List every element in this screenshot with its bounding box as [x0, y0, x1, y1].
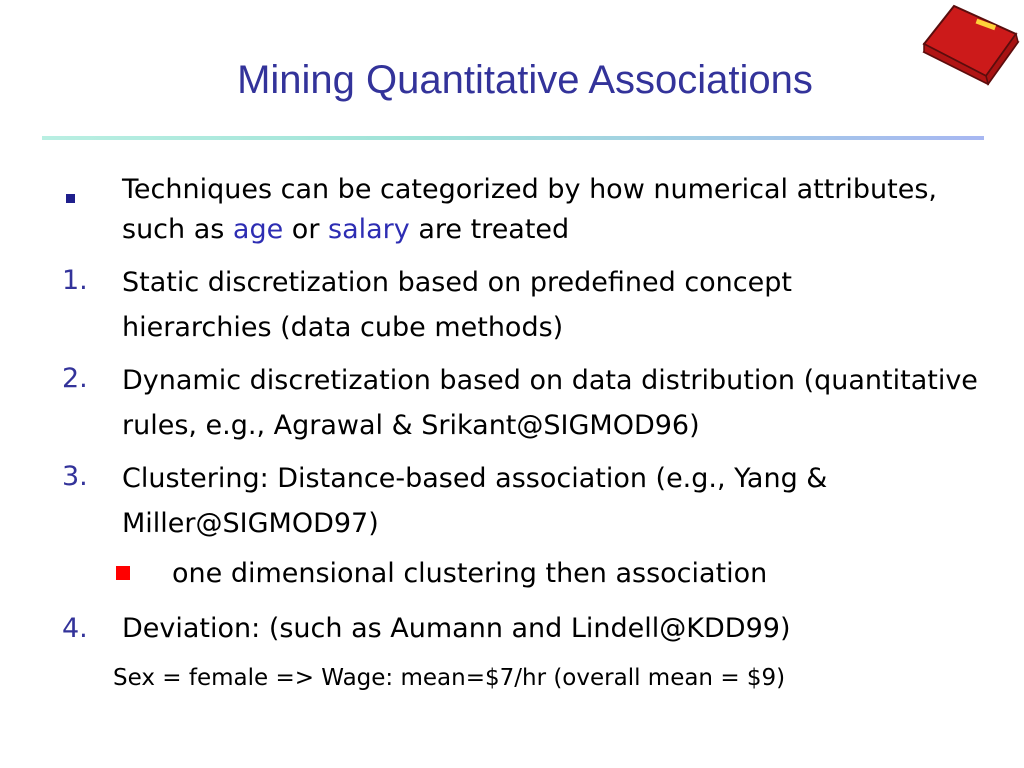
intro-highlight-salary: salary	[328, 214, 410, 245]
item-text-3: Clustering: Distance-based association (e.g., Yang & Miller@SIGMOD97)	[122, 463, 828, 539]
item-number-2: 2.	[62, 363, 88, 394]
intro-text-after: are treated	[409, 214, 570, 245]
item-number-1: 1.	[62, 265, 88, 296]
item-text-1: Static discretization based on predefined concept hierarchies (data cube methods)	[122, 267, 792, 343]
intro-text-mid: or	[283, 214, 329, 245]
item-text-2: Dynamic discretization based on data distribution (quantitative rules, e.g., Agrawal & Srikant@SIGMOD96)	[122, 365, 978, 441]
page-title: Mining Quantitative Associations	[237, 58, 813, 102]
title-divider	[42, 136, 984, 140]
book-icon	[918, 4, 1022, 88]
example-line: Sex = female => Wage: mean=$7/hr (overall mean = $9)	[113, 665, 786, 691]
item-number-4: 4.	[62, 613, 88, 644]
bullet-marker	[66, 194, 75, 203]
intro-text-before: Techniques can be categorized by how numerical attributes, such as	[122, 174, 937, 245]
item-number-3: 3.	[62, 461, 88, 492]
sub-bullet-marker	[116, 566, 130, 580]
item-text-4: Deviation: (such as Aumann and Lindell@KDD99)	[122, 613, 791, 644]
intro-paragraph	[122, 170, 1002, 250]
sub-bullet-text: one dimensional clustering then association	[172, 558, 768, 589]
intro-highlight-age: age	[232, 214, 284, 245]
